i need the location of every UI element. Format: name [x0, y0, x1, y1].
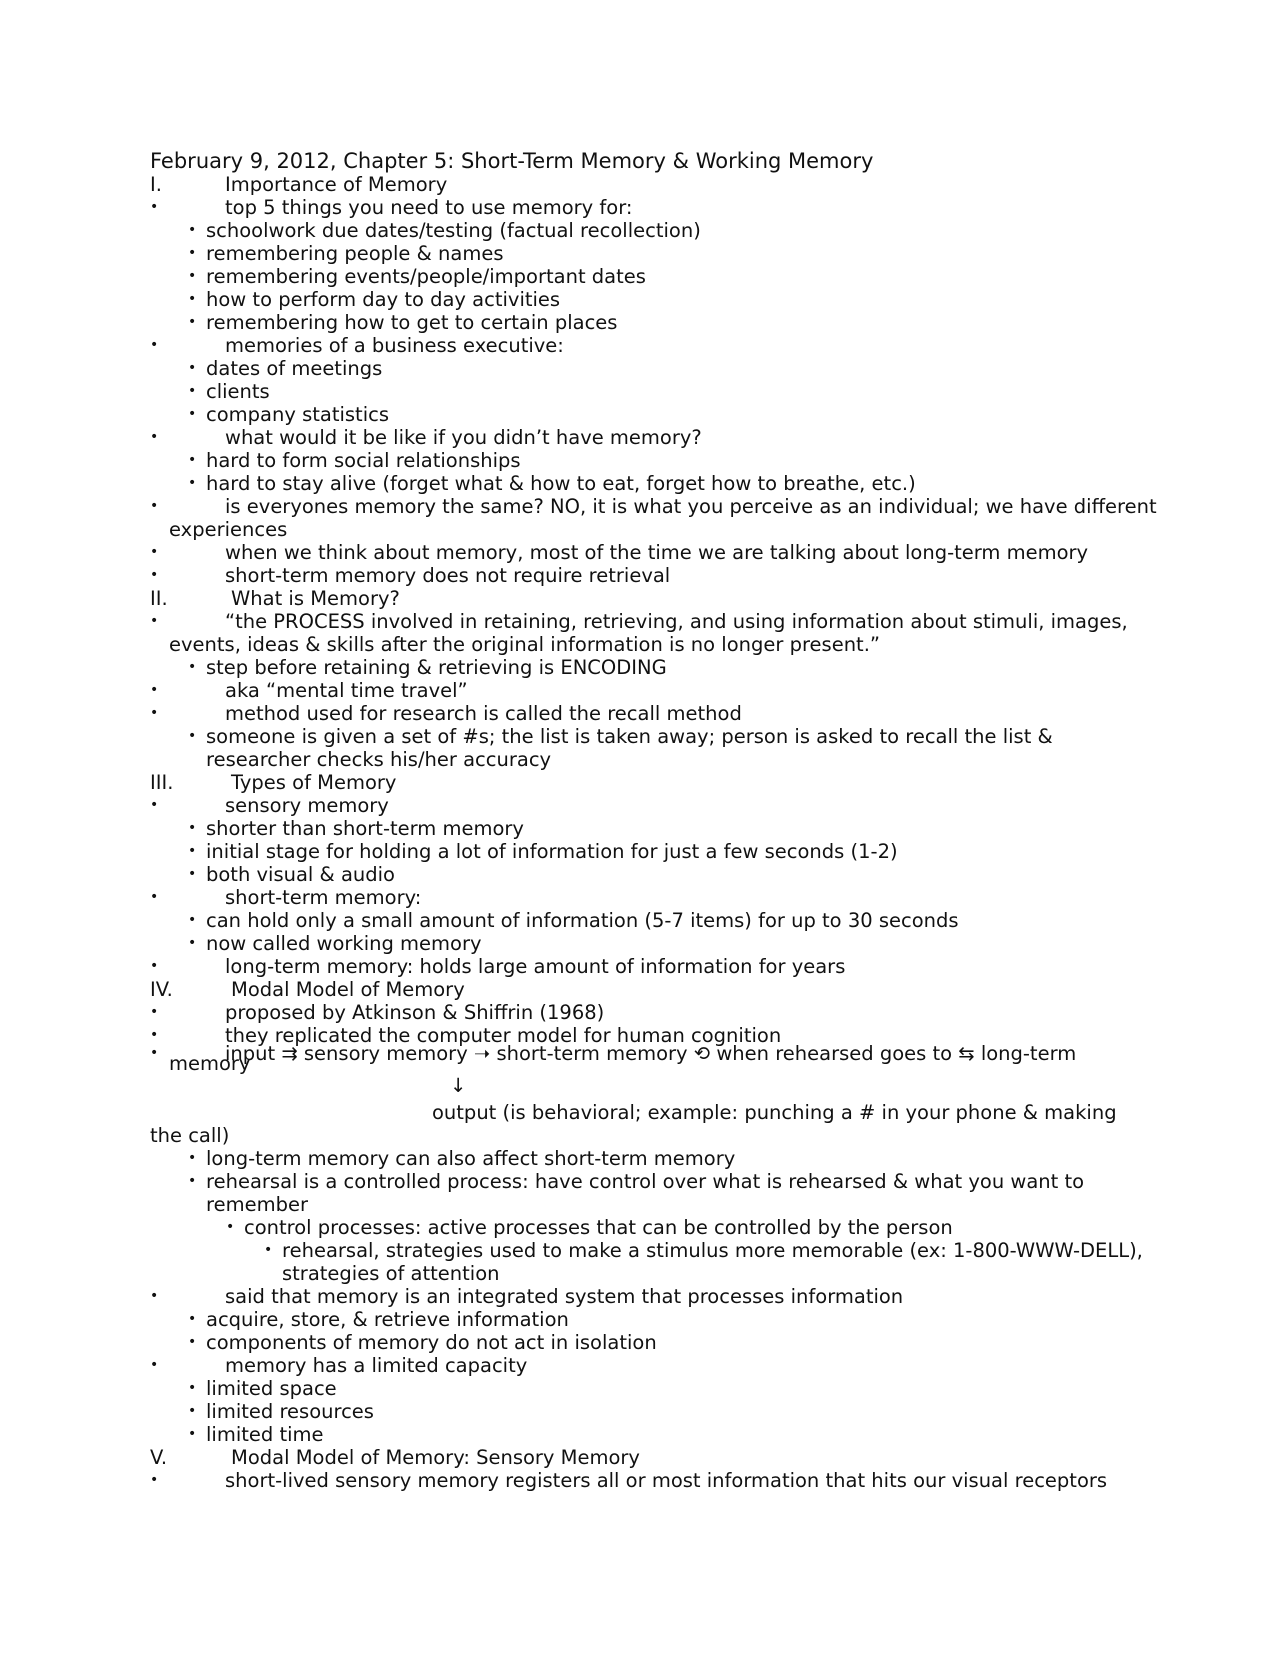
- sub-bullet-text: rehearsal is a controlled process: have control over what is rehearsed & what you want to: [206, 1170, 1085, 1193]
- sub-bullet-text: acquire, store, & retrieve information: [206, 1308, 569, 1331]
- sub-bullet-text: clients: [206, 380, 270, 403]
- bullet-text: what would it be like if you didn’t have memory?: [225, 426, 702, 449]
- bullet-text: is everyones memory the same? NO, it is what you perceive as an individual; we have different: [225, 495, 1157, 518]
- sub-bullet-text: someone is given a set of #s; the list is taken away; person is asked to recall the list &: [206, 725, 1053, 748]
- sub-bullet-text: now called working memory: [206, 932, 482, 955]
- bullet-text: short-term memory does not require retrieval: [225, 564, 671, 587]
- sub-bullet-text-continued: researcher checks his/her accuracy: [206, 748, 552, 771]
- bullet: •: [150, 1004, 159, 1020]
- section-number: II.: [150, 587, 168, 610]
- sub-sub-sub-bullet-text: rehearsal, strategies used to make a stimulus more memorable (ex: 1-800-WWW-DELL),: [282, 1239, 1143, 1262]
- sub-bullet-text: remembering events/people/important dates: [206, 265, 646, 288]
- bullet-text: short-lived sensory memory registers all or most information that hits our visual receptors: [225, 1469, 1108, 1492]
- bullet: •: [150, 613, 159, 629]
- sub-bullet-text: limited space: [206, 1377, 337, 1400]
- bullet: •: [150, 498, 159, 514]
- bullet: •: [150, 429, 159, 445]
- sub-bullet-text: both visual & audio: [206, 863, 395, 886]
- bullet-text: proposed by Atkinson & Shiffrin (1968): [225, 1001, 605, 1024]
- bullet: •: [150, 1288, 159, 1304]
- sub-bullet-text: can hold only a small amount of information (5-7 items) for up to 30 seconds: [206, 909, 959, 932]
- sub-bullet: •: [188, 475, 197, 491]
- flow-diagram-text-end: memory: [169, 1052, 251, 1075]
- bullet-text: sensory memory: [225, 794, 389, 817]
- sub-bullet: •: [188, 245, 197, 261]
- sub-bullet: •: [188, 659, 197, 675]
- bullet: •: [150, 889, 159, 905]
- page-title: February 9, 2012, Chapter 5: Short-Term Memory & Working Memory: [150, 149, 874, 173]
- bullet-text: said that memory is an integrated system that processes information: [225, 1285, 904, 1308]
- sub-bullet-text: components of memory do not act in isolation: [206, 1331, 657, 1354]
- sub-bullet-text: step before retaining & retrieving is ENCODING: [206, 656, 667, 679]
- sub-bullet: •: [188, 1311, 197, 1327]
- down-arrow-icon: ↓: [450, 1074, 467, 1097]
- section-heading: What is Memory?: [231, 587, 400, 610]
- sub-bullet: •: [188, 1334, 197, 1350]
- section-heading: Importance of Memory: [225, 173, 448, 196]
- sub-bullet-text: schoolwork due dates/testing (factual recollection): [206, 219, 701, 242]
- sub-bullet: •: [188, 728, 197, 744]
- section-heading: Modal Model of Memory: Sensory Memory: [231, 1446, 640, 1469]
- sub-bullet: •: [188, 222, 197, 238]
- bullet-text: they replicated the computer model for human cognition: [225, 1024, 782, 1047]
- sub-bullet: •: [188, 1380, 197, 1396]
- bullet: •: [150, 1045, 159, 1061]
- sub-bullet-text: hard to form social relationships: [206, 449, 521, 472]
- sub-sub-bullet-text: control processes: active processes that can be controlled by the person: [244, 1216, 953, 1239]
- sub-bullet: •: [188, 291, 197, 307]
- bullet: •: [150, 958, 159, 974]
- sub-bullet-text-continued: remember: [206, 1193, 308, 1216]
- bullet-text: aka “mental time travel”: [225, 679, 468, 702]
- section-heading: Types of Memory: [231, 771, 397, 794]
- sub-bullet: •: [188, 912, 197, 928]
- sub-bullet: •: [188, 1403, 197, 1419]
- flow-output-text: output (is behavioral; example: punching a # in your phone & making: [432, 1101, 1117, 1124]
- bullet: •: [150, 1472, 159, 1488]
- bullet-text: memories of a business executive:: [225, 334, 564, 357]
- bullet: •: [150, 797, 159, 813]
- sub-bullet: •: [188, 360, 197, 376]
- sub-bullet: •: [188, 452, 197, 468]
- sub-bullet: •: [188, 406, 197, 422]
- section-number: IV.: [150, 978, 173, 1001]
- bullet-text-continued: events, ideas & skills after the original information is no longer present.”: [169, 633, 881, 656]
- sub-bullet: •: [188, 1173, 197, 1189]
- bullet: •: [150, 1027, 159, 1043]
- sub-bullet: •: [188, 866, 197, 882]
- bullet-text: memory has a limited capacity: [225, 1354, 528, 1377]
- section-number: I.: [150, 173, 162, 196]
- sub-bullet: •: [188, 268, 197, 284]
- sub-sub-sub-bullet: •: [264, 1242, 273, 1258]
- bullet: •: [150, 682, 159, 698]
- section-heading: Modal Model of Memory: [231, 978, 465, 1001]
- sub-bullet-text: shorter than short-term memory: [206, 817, 524, 840]
- sub-bullet-text: remembering people & names: [206, 242, 504, 265]
- bullet-text: long-term memory: holds large amount of information for years: [225, 955, 846, 978]
- section-number: V.: [150, 1446, 168, 1469]
- bullet: •: [150, 337, 159, 353]
- sub-bullet-text: company statistics: [206, 403, 389, 426]
- sub-bullet: •: [188, 1150, 197, 1166]
- bullet-text: when we think about memory, most of the time we are talking about long-term memory: [225, 541, 1089, 564]
- bullet-text: top 5 things you need to use memory for:: [225, 196, 633, 219]
- flow-output-text-continued: the call): [150, 1124, 230, 1147]
- section-number: III.: [150, 771, 174, 794]
- sub-bullet-text: how to perform day to day activities: [206, 288, 561, 311]
- sub-bullet: •: [188, 935, 197, 951]
- sub-bullet-text: dates of meetings: [206, 357, 383, 380]
- sub-bullet-text: limited resources: [206, 1400, 374, 1423]
- flow-diagram-text: input ⇉ sensory memory ➝ short-term memory ⟲ when rehearsed goes to ⇆ long-term: [225, 1042, 1077, 1065]
- bullet: •: [150, 705, 159, 721]
- sub-bullet: •: [188, 1426, 197, 1442]
- bullet: •: [150, 544, 159, 560]
- sub-sub-sub-bullet-text-continued: strategies of attention: [282, 1262, 500, 1285]
- bullet-text-continued: experiences: [169, 518, 288, 541]
- sub-bullet-text: remembering how to get to certain places: [206, 311, 618, 334]
- sub-bullet-text: initial stage for holding a lot of information for just a few seconds (1-2): [206, 840, 898, 863]
- sub-bullet: •: [188, 314, 197, 330]
- sub-sub-bullet: •: [226, 1219, 235, 1235]
- bullet-text: method used for research is called the recall method: [225, 702, 742, 725]
- bullet: •: [150, 199, 159, 215]
- sub-bullet: •: [188, 820, 197, 836]
- bullet-text: short-term memory:: [225, 886, 422, 909]
- sub-bullet: •: [188, 383, 197, 399]
- bullet-text: “the PROCESS involved in retaining, retrieving, and using information about stimuli, images,: [225, 610, 1128, 633]
- sub-bullet-text: limited time: [206, 1423, 324, 1446]
- sub-bullet: •: [188, 843, 197, 859]
- bullet: •: [150, 567, 159, 583]
- sub-bullet-text: long-term memory can also affect short-term memory: [206, 1147, 736, 1170]
- bullet: •: [150, 1357, 159, 1373]
- sub-bullet-text: hard to stay alive (forget what & how to eat, forget how to breathe, etc.): [206, 472, 916, 495]
